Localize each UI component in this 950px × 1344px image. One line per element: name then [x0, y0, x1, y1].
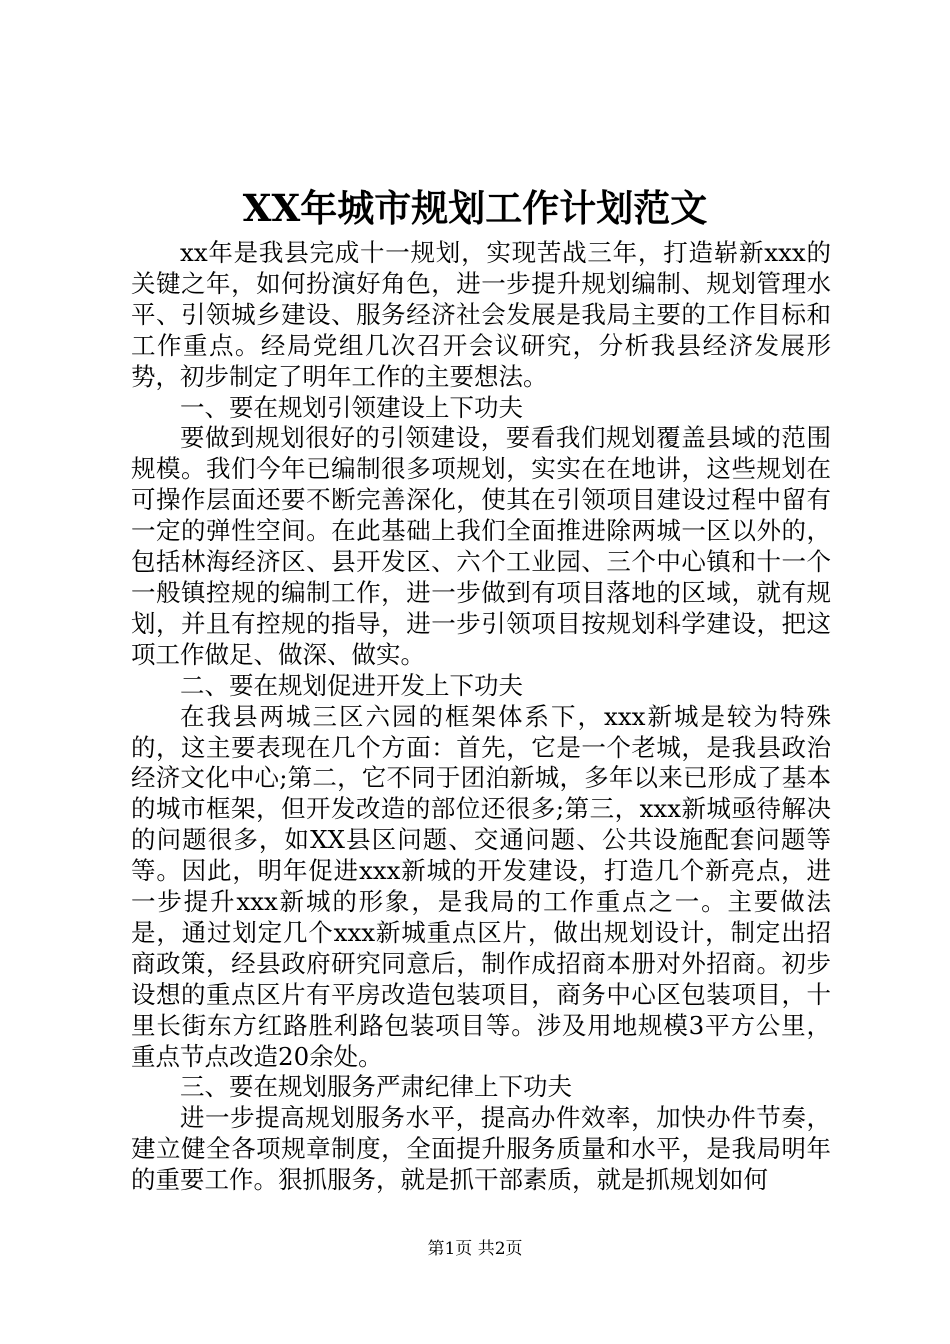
- section-heading-2: 二、要在规划促进开发上下功夫: [180, 670, 523, 700]
- section-2-paragraph: 在我县两城三区六园的框架体系下，xxx新城是较为特殊的，这主要表现在几个方面：首先，它是一个老城，是我县政治经济文化中心;第二，它不同于团泊新城，多年以来已形成了基本的城市框架，但开发改造的部位还很多;第三，xxx新城亟待解决的问题很多，如XX县区问题、交通问题、公共设施配套问题等等。因此，明年促进xxx新城的开发建设，打造几个新亮点，进一步提升xxx新城的形象，是我局的工作重点之一。主要做法是，通过划定几个xxx新城重点区片，做出规划设计，制定出招商政策，经县政府研究同意后，制作成招商本册对外招商。初步设想的重点区片有平房改造包装项目，商务中心区包装项目，十里长街东方红路胜利路包装项目等。涉及用地规模3平方公里，重点节点改造20余处。: [131, 701, 831, 1071]
- page-footer: 第1页 共2页: [427, 1239, 523, 1259]
- section-heading-3: 三、要在规划服务严肃纪律上下功夫: [180, 1072, 572, 1102]
- section-1-paragraph: 要做到规划很好的引领建设，要看我们规划覆盖县域的范围规模。我们今年已编制很多项规划，实实在在地讲，这些规划在可操作层面还要不断完善深化，使其在引领项目建设过程中留有一定的弹性空间。在此基础上我们全面推进除两城一区以外的，包括林海经济区、县开发区、六个工业园、三个中心镇和十一个一般镇控规的编制工作，进一步做到有项目落地的区域，就有规划，并且有控规的指导，进一步引领项目按规划科学建设，把这项工作做足、做深、做实。: [131, 423, 831, 669]
- section-heading-1: 一、要在规划引领建设上下功夫: [180, 392, 523, 422]
- section-3-paragraph: 进一步提高规划服务水平，提高办件效率，加快办件节奏，建立健全各项规章制度，全面提升服务质量和水平，是我局明年的重要工作。狠抓服务，就是抓干部素质，就是抓规划如何: [131, 1103, 831, 1195]
- intro-paragraph: xx年是我县完成十一规划，实现苦战三年，打造崭新xxx的关键之年，如何扮演好角色，进一步提升规划编制、规划管理水平、引领城乡建设、服务经济社会发展是我局主要的工作目标和工作重点。经局党组几次召开会议研究，分析我县经济发展形势，初步制定了明年工作的主要想法。: [131, 238, 831, 391]
- document-body: [131, 238, 831, 1196]
- document-title: XX年城市规划工作计划范文: [242, 186, 708, 230]
